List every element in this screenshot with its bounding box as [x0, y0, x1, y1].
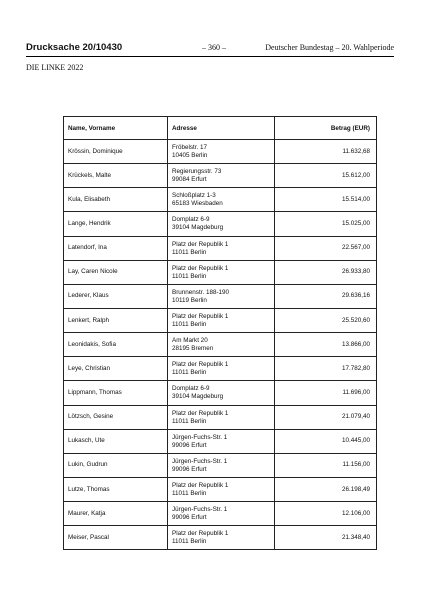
donor-address: [168, 502, 275, 526]
donor-name: Meiser, Pascal: [64, 526, 168, 550]
column-header-amount: Betrag (EUR): [275, 117, 377, 140]
table-row: [64, 405, 377, 429]
donor-name: Lukasch, Ute: [64, 429, 168, 453]
address-city: 11011 Berlin: [172, 538, 207, 546]
address-street: Platz der Republik 1: [172, 409, 229, 417]
table-row: [64, 526, 377, 550]
donation-amount: 26.933,80: [275, 260, 377, 284]
donor-name: Leonidakis, Sofia: [64, 333, 168, 357]
table-row: [64, 357, 377, 381]
legislative-period: Deutscher Bundestag – 20. Wahlperiode: [265, 43, 394, 52]
column-header-address: Adresse: [168, 117, 275, 140]
page-header: [26, 42, 394, 57]
donor-address: [168, 260, 275, 284]
donor-address: [168, 164, 275, 188]
table-row: [64, 260, 377, 284]
donor-address: [168, 357, 275, 381]
donor-name: Lippmann, Thomas: [64, 381, 168, 405]
address-city: 99084 Erfurt: [172, 176, 207, 184]
table-row: [64, 164, 377, 188]
address-city: 11011 Berlin: [172, 369, 207, 377]
address-city: 39104 Magdeburg: [172, 224, 224, 232]
donor-name: Kula, Elisabeth: [64, 188, 168, 212]
donation-amount: 21.348,40: [275, 526, 377, 550]
address-street: Schloßplatz 1-3: [172, 192, 216, 200]
column-header-name: Name, Vorname: [64, 117, 168, 140]
address-city: 10119 Berlin: [172, 296, 207, 304]
donor-name: Lötzsch, Gesine: [64, 405, 168, 429]
address-street: Platz der Republik 1: [172, 482, 229, 490]
table-row: [64, 284, 377, 308]
donor-address: [168, 188, 275, 212]
address-city: 10405 Berlin: [172, 152, 208, 160]
table-row: [64, 140, 377, 164]
drucksache-number: [26, 42, 122, 53]
donation-amount: 25.520,60: [275, 308, 377, 332]
address-city: 99096 Erfurt: [172, 465, 207, 473]
address-street: Am Markt 20: [172, 337, 208, 345]
address-street: Platz der Republik 1: [172, 530, 229, 538]
donation-amount: 15.612,00: [275, 164, 377, 188]
address-street: Regierungsstr. 73: [172, 168, 222, 176]
donation-amount: 29.636,16: [275, 284, 377, 308]
donor-address: [168, 477, 275, 501]
address-street: Platz der Republik 1: [172, 264, 229, 272]
table-body: [64, 140, 377, 550]
donor-name: Lederer, Klaus: [64, 284, 168, 308]
address-city: 65183 Wiesbaden: [172, 200, 223, 208]
address-city: 11011 Berlin: [172, 248, 207, 256]
donor-address: [168, 140, 275, 164]
donor-name: Lange, Hendrik: [64, 212, 168, 236]
table-row: [64, 212, 377, 236]
donation-amount: 11.632,68: [275, 140, 377, 164]
table-header-row: [64, 117, 377, 140]
address-city: 28195 Bremen: [172, 345, 214, 353]
address-city: 99096 Erfurt: [172, 441, 207, 449]
donation-amount: 21.079,40: [275, 405, 377, 429]
party-year-heading: DIE LINKE 2022: [26, 63, 84, 72]
donor-name: Krückels, Malte: [64, 164, 168, 188]
address-city: 39104 Magdeburg: [172, 393, 224, 401]
table-row: [64, 236, 377, 260]
address-street: Brunnenstr. 188-190: [172, 288, 230, 296]
address-city: 11011 Berlin: [172, 490, 207, 498]
donation-amount: 10.445,00: [275, 429, 377, 453]
donor-address: [168, 405, 275, 429]
table-row: [64, 429, 377, 453]
address-city: 11011 Berlin: [172, 417, 207, 425]
donation-amount: 17.782,80: [275, 357, 377, 381]
donation-amount: 11.696,00: [275, 381, 377, 405]
address-street: Platz der Republik 1: [172, 240, 229, 248]
donor-address: [168, 212, 275, 236]
donor-name: Krössin, Dominique: [64, 140, 168, 164]
table-row: [64, 308, 377, 332]
address-city: 99096 Erfurt: [172, 514, 207, 522]
donation-amount: 26.198,49: [275, 477, 377, 501]
address-street: Platz der Republik 1: [172, 313, 229, 321]
donation-amount: 15.025,00: [275, 212, 377, 236]
donations-table: [63, 116, 377, 550]
donation-amount: 13.866,00: [275, 333, 377, 357]
page-number: – 360 –: [202, 43, 226, 52]
address-street: Platz der Republik 1: [172, 361, 229, 369]
donor-address: [168, 284, 275, 308]
drucksache-id: 10430: [95, 42, 123, 53]
donor-name: Lukin, Gudrun: [64, 453, 168, 477]
donor-address: [168, 236, 275, 260]
donor-address: [168, 333, 275, 357]
address-street: Jürgen-Fuchs-Str. 1: [172, 506, 228, 514]
donor-address: [168, 453, 275, 477]
table-row: [64, 188, 377, 212]
donor-address: [168, 429, 275, 453]
table-row: [64, 502, 377, 526]
address-street: Jürgen-Fuchs-Str. 1: [172, 433, 228, 441]
address-city: 11011 Berlin: [172, 272, 207, 280]
table-row: [64, 453, 377, 477]
address-city: 11011 Berlin: [172, 321, 207, 329]
donation-amount: 22.567,00: [275, 236, 377, 260]
donor-name: Lutze, Thomas: [64, 477, 168, 501]
address-street: Domplatz 6-9: [172, 216, 210, 224]
address-street: Fröbelstr. 17: [172, 144, 207, 152]
drucksache-label: Drucksache 20/: [26, 42, 96, 53]
donor-address: [168, 381, 275, 405]
donor-name: Leye, Christian: [64, 357, 168, 381]
donation-amount: 12.106,00: [275, 502, 377, 526]
table-row: [64, 477, 377, 501]
donor-address: [168, 308, 275, 332]
donor-name: Lenkert, Ralph: [64, 308, 168, 332]
table-row: [64, 333, 377, 357]
donation-amount: 15.514,00: [275, 188, 377, 212]
donor-address: [168, 526, 275, 550]
donation-amount: 11.156,00: [275, 453, 377, 477]
donor-name: Maurer, Katja: [64, 502, 168, 526]
table-row: [64, 381, 377, 405]
address-street: Jürgen-Fuchs-Str. 1: [172, 457, 228, 465]
donor-name: Latendorf, Ina: [64, 236, 168, 260]
donor-name: Lay, Caren Nicole: [64, 260, 168, 284]
address-street: Domplatz 6-9: [172, 385, 210, 393]
